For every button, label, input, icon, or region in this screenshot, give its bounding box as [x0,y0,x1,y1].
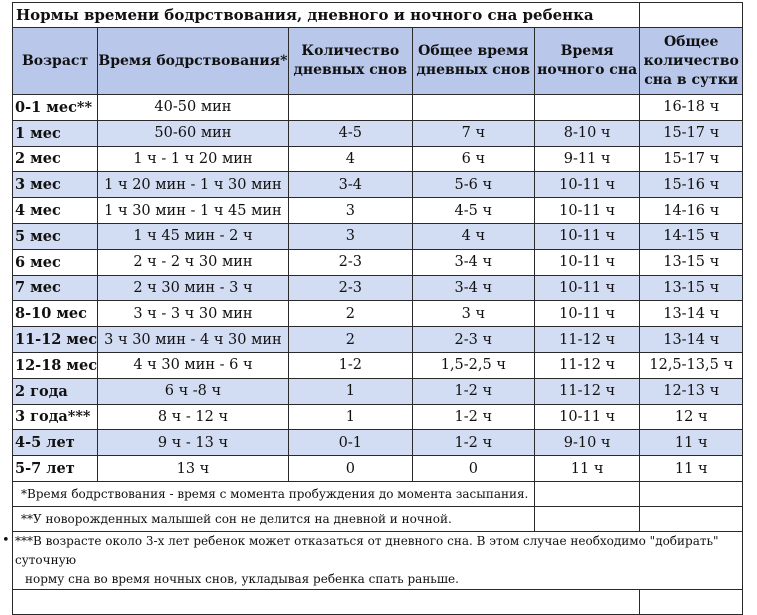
wake-time-cell: 13 ч [98,456,289,482]
note-row-3 [13,531,743,589]
age-cell: 2 мес [13,146,98,172]
footer-empty-cell [640,589,743,614]
total-sleep-cell: 15-17 ч [640,120,743,146]
table-row [13,404,743,430]
age-cell: 3 мес [13,172,98,198]
night-sleep-cell: 10-11 ч [534,404,640,430]
table-row [13,95,743,121]
table-row [13,120,743,146]
total-sleep-cell: 13-15 ч [640,275,743,301]
sleep-norms-sheet [12,2,743,615]
footer-empty-cell [13,589,640,614]
note-row-1 [13,481,743,506]
total-sleep-cell: 14-16 ч [640,198,743,224]
note-empty-cell [534,481,640,506]
wake-time-cell: 2 ч 30 мин - 3 ч [98,275,289,301]
age-cell: 0-1 мес** [13,95,98,121]
total-sleep-cell: 12 ч [640,404,743,430]
note-1: *Время бодрствования - время с момента пробуждения до момента засыпания. [13,481,535,506]
nap-count-cell: 1 [288,404,412,430]
nap-count-cell: 3 [288,223,412,249]
age-cell: 12-18 мес [13,352,98,378]
age-cell: 1 мес [13,120,98,146]
total-sleep-cell: 12-13 ч [640,378,743,404]
night-sleep-cell: 8-10 ч [534,120,640,146]
day-sleep-cell: 5-6 ч [412,172,534,198]
table-row [13,327,743,353]
day-sleep-cell: 4-5 ч [412,198,534,224]
total-sleep-cell: 11 ч [640,456,743,482]
night-sleep-cell: 10-11 ч [534,301,640,327]
wake-time-cell: 1 ч 20 мин - 1 ч 30 мин [98,172,289,198]
header-age: Возраст [13,28,98,95]
wake-time-cell: 50-60 мин [98,120,289,146]
table-row [13,249,743,275]
nap-count-cell: 3-4 [288,172,412,198]
header-total-sleep: Общее количество сна в сутки [640,28,743,95]
title-row [13,3,743,28]
day-sleep-cell: 6 ч [412,146,534,172]
table-row [13,146,743,172]
header-day-sleep: Общее время дневных снов [412,28,534,95]
header-nap-count: Количество дневных снов [288,28,412,95]
nap-count-cell: 0 [288,456,412,482]
note-empty-cell [640,506,743,531]
wake-time-cell: 1 ч 30 мин - 1 ч 45 мин [98,198,289,224]
day-sleep-cell: 3-4 ч [412,249,534,275]
wake-time-cell: 3 ч 30 мин - 4 ч 30 мин [98,327,289,353]
wake-time-cell: 1 ч - 1 ч 20 мин [98,146,289,172]
night-sleep-cell: 11 ч [534,456,640,482]
title-empty-cell [640,3,743,28]
age-cell: 6 мес [13,249,98,275]
nap-count-cell: 4 [288,146,412,172]
total-sleep-cell: 13-14 ч [640,301,743,327]
night-sleep-cell: 10-11 ч [534,275,640,301]
night-sleep-cell: 11-12 ч [534,327,640,353]
wake-time-cell: 9 ч - 13 ч [98,430,289,456]
table-row [13,430,743,456]
wake-time-cell: 6 ч -8 ч [98,378,289,404]
night-sleep-cell: 9-11 ч [534,146,640,172]
day-sleep-cell: 3 ч [412,301,534,327]
day-sleep-cell: 0 [412,456,534,482]
header-wake-time: Время бодрствования* [98,28,289,95]
total-sleep-cell: 12,5-13,5 ч [640,352,743,378]
empty-footer-row [13,589,743,614]
wake-time-cell: 40-50 мин [98,95,289,121]
total-sleep-cell: 14-15 ч [640,223,743,249]
nap-count-cell: 1 [288,378,412,404]
table-row [13,223,743,249]
note-3 [13,531,743,589]
age-cell: 11-12 мес [13,327,98,353]
nap-count-cell [288,95,412,121]
night-sleep-cell: 10-11 ч [534,223,640,249]
age-cell: 3 года*** [13,404,98,430]
note-2: **У новорожденных малышей сон не делится на дневной и ночной. [13,506,535,531]
nap-count-cell: 0-1 [288,430,412,456]
nap-count-cell: 3 [288,198,412,224]
note-empty-cell [640,481,743,506]
age-cell: 4 мес [13,198,98,224]
nap-count-cell: 2-3 [288,249,412,275]
note-row-2 [13,506,743,531]
night-sleep-cell [534,95,640,121]
header-row [13,28,743,95]
nap-count-cell: 1-2 [288,352,412,378]
note-3-line-2: норму сна во время ночных снов, укладывая ребенка спать раньше. [25,571,459,586]
day-sleep-cell: 2-3 ч [412,327,534,353]
table-row [13,172,743,198]
age-cell: 5 мес [13,223,98,249]
day-sleep-cell [412,95,534,121]
total-sleep-cell: 15-17 ч [640,146,743,172]
age-cell: 2 года [13,378,98,404]
nap-count-cell: 2-3 [288,275,412,301]
night-sleep-cell: 10-11 ч [534,249,640,275]
total-sleep-cell: 11 ч [640,430,743,456]
table-row [13,198,743,224]
table-row [13,456,743,482]
day-sleep-cell: 4 ч [412,223,534,249]
wake-time-cell: 2 ч - 2 ч 30 мин [98,249,289,275]
night-sleep-cell: 10-11 ч [534,172,640,198]
day-sleep-cell: 7 ч [412,120,534,146]
sleep-norms-table [12,2,743,615]
table-row [13,378,743,404]
total-sleep-cell: 15-16 ч [640,172,743,198]
day-sleep-cell: 3-4 ч [412,275,534,301]
day-sleep-cell: 1-2 ч [412,404,534,430]
wake-time-cell: 3 ч - 3 ч 30 мин [98,301,289,327]
table-row [13,301,743,327]
total-sleep-cell: 13-14 ч [640,327,743,353]
night-sleep-cell: 11-12 ч [534,378,640,404]
night-sleep-cell: 10-11 ч [534,198,640,224]
nap-count-cell: 2 [288,301,412,327]
age-cell: 4-5 лет [13,430,98,456]
age-cell: 7 мес [13,275,98,301]
nap-count-cell: 4-5 [288,120,412,146]
note-3-line-1: ***В возрасте около 3-х лет ребенок может отказаться от дневного сна. В этом случае необходимо "добирать" суточную [15,533,719,567]
total-sleep-cell: 16-18 ч [640,95,743,121]
total-sleep-cell: 13-15 ч [640,249,743,275]
wake-time-cell: 8 ч - 12 ч [98,404,289,430]
header-night-sleep: Время ночного сна [534,28,640,95]
age-cell: 5-7 лет [13,456,98,482]
note-empty-cell [534,506,640,531]
night-sleep-cell: 11-12 ч [534,352,640,378]
day-sleep-cell: 1-2 ч [412,430,534,456]
age-cell: 8-10 мес [13,301,98,327]
table-row [13,275,743,301]
night-sleep-cell: 9-10 ч [534,430,640,456]
day-sleep-cell: 1-2 ч [412,378,534,404]
table-row [13,352,743,378]
nap-count-cell: 2 [288,327,412,353]
wake-time-cell: 4 ч 30 мин - 6 ч [98,352,289,378]
bullet-mark: • [2,533,10,548]
day-sleep-cell: 1,5-2,5 ч [412,352,534,378]
table-title: Нормы времени бодрствования, дневного и ночного сна ребенка [13,3,640,28]
wake-time-cell: 1 ч 45 мин - 2 ч [98,223,289,249]
